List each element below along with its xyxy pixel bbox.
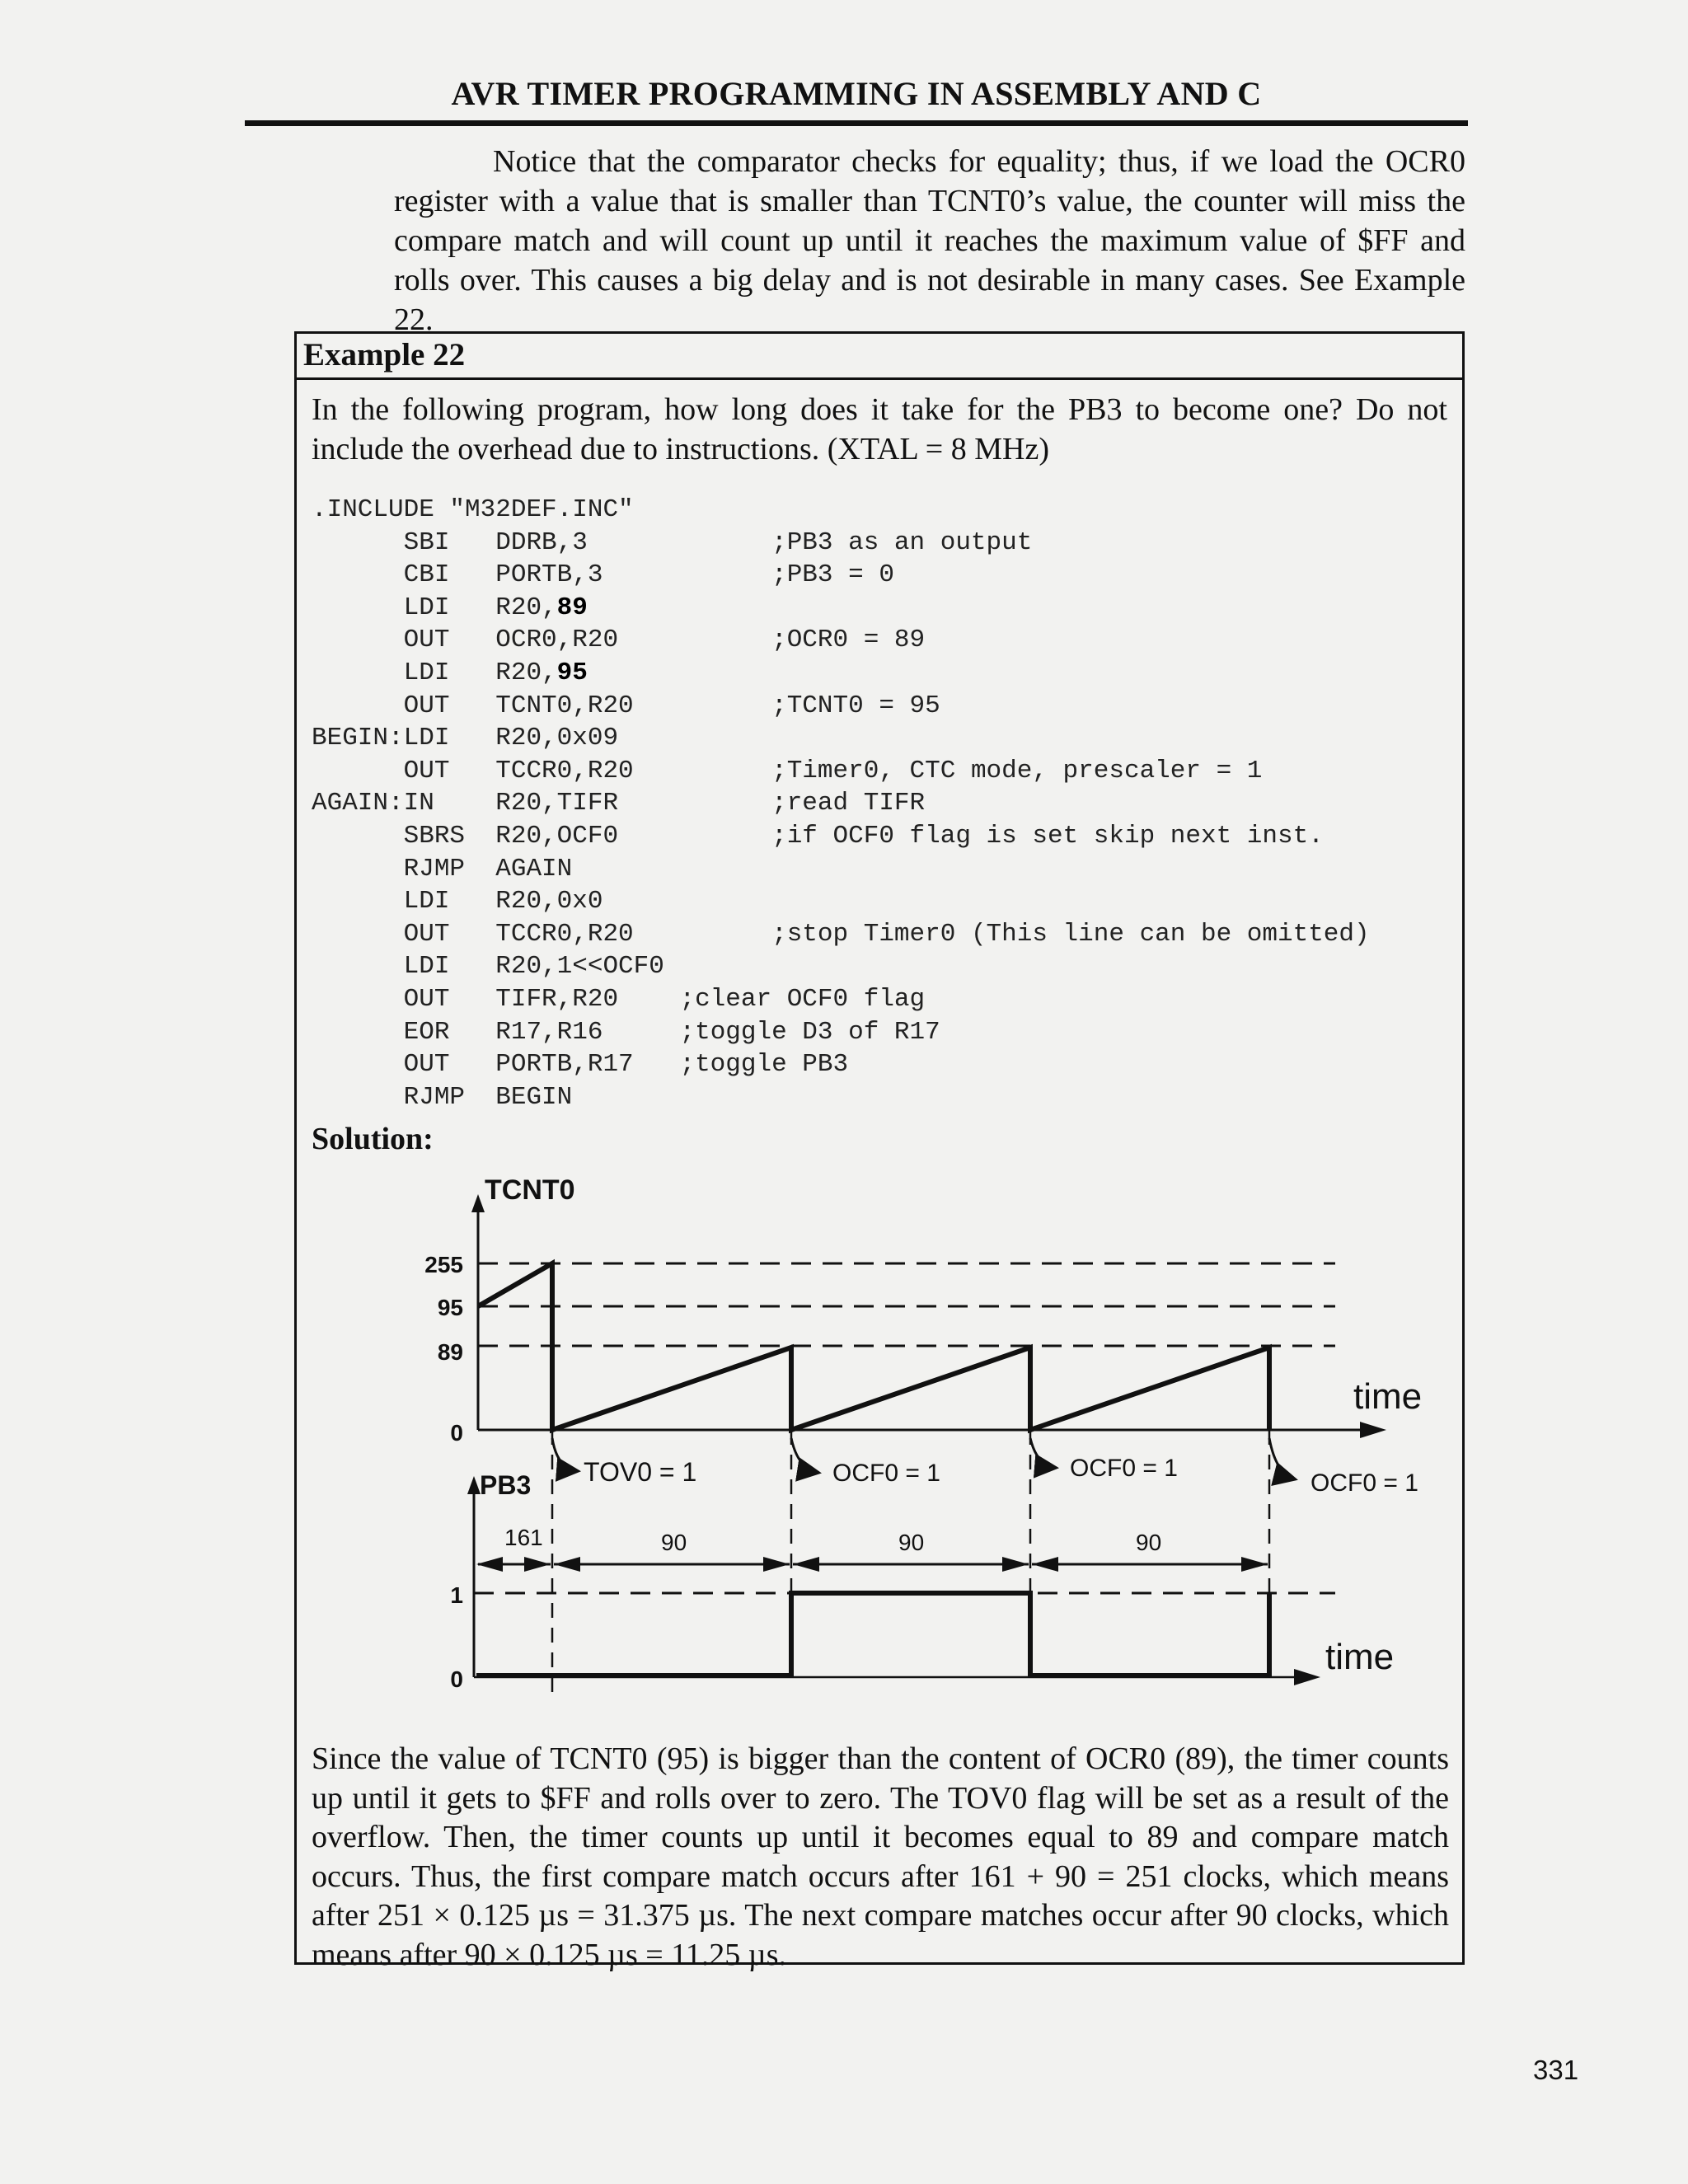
interval-arrow-1-left [476,1557,503,1572]
interval-label-1: 161 [504,1525,543,1550]
tcnt-tick-255: 255 [424,1252,463,1277]
code-line: OUT TIFR,R20 ;clear OCF0 flag [312,984,926,1014]
code-line: EOR R17,R16 ;toggle D3 of R17 [312,1017,940,1047]
code-line: SBRS R20,OCF0 ;if OCF0 flag is set skip next inst. [312,821,1324,851]
tcnt-tick-89: 89 [437,1339,463,1365]
pb3-y-arrow [467,1476,481,1494]
event-label-3: OCF0 = 1 [1070,1455,1178,1482]
code-line: LDI R20,0x0 [312,887,603,916]
page-number: 331 [1533,2055,1579,2085]
code-line: OUT PORTB,R17 ;toggle PB3 [312,1050,849,1080]
code-line: BEGIN:LDI R20,0x09 [312,724,619,753]
tcnt-tick-0: 0 [450,1420,463,1446]
intro-paragraph [394,142,1465,340]
running-header: AVR TIMER PROGRAMMING IN ASSEMBLY AND C [451,75,1262,112]
code-bold-value: 89 [556,593,588,622]
code-line: OUT TCNT0,R20 ;TCNT0 = 95 [312,691,940,720]
code-bold-value: 95 [556,658,588,687]
interval-label-4: 90 [1136,1530,1162,1555]
example-body [297,390,1462,1158]
interval-arrow-3-right [1002,1557,1029,1572]
code-line: RJMP BEGIN [312,1082,573,1112]
solution-label: Solution: [312,1122,434,1157]
code-line: LDI R20,1<<OCF0 [312,952,664,982]
event-label-1: TOV0 = 1 [584,1457,697,1487]
interval-arrow-1-right [524,1557,551,1572]
event-arrow-1 [552,1438,579,1471]
event-arrow-3 [1030,1438,1057,1468]
solution-answer: Since the value of TCNT0 (95) is bigger than the content of OCR0 (89), the timer counts up until it gets to $FF and rolls over to zero. The TOV0 flag will be set as a result of the overflow. Then, the timer counts up until it becomes equal to 89 and compare match occurs. Thus, the first compare match occurs after 161 + 90 = 251 clocks, which means after 251 × 0.125 µs = 31.375 µs. The next compare matches occur after 90 clocks, which means after 90 × 0.125 µs = 11.25 µs. [312,1741,1449,1972]
pb3-waveform [476,1593,1269,1675]
header-rule [245,120,1468,126]
pb3-time-label: time [1325,1637,1395,1677]
example-question: In the following program, how long does it take for the PB3 to become one? Do not include the overhead due to instructions. (XTAL = 8 MHz) [312,392,1447,466]
tcnt-tick-95: 95 [437,1295,463,1320]
timing-diagram-svg [346,1158,1500,1694]
event-arrow-4 [1269,1438,1296,1479]
code-line: RJMP AGAIN [312,854,573,883]
tcnt-x-arrow [1360,1422,1386,1438]
interval-label-2: 90 [661,1530,687,1555]
code-line: LDI R20,89 [312,593,588,622]
code-line: AGAIN:IN R20,TIFR ;read TIFR [312,789,926,818]
code-line: CBI PORTB,3 ;PB3 = 0 [312,560,894,590]
event-label-2: OCF0 = 1 [832,1460,940,1487]
interval-arrow-2-left [554,1557,580,1572]
timing-diagram [346,1158,1500,1694]
event-label-4: OCF0 = 1 [1311,1469,1418,1497]
pb3-tick-0: 0 [450,1666,463,1692]
tcnt-time-label: time [1353,1376,1423,1417]
pb3-tick-1: 1 [450,1582,463,1608]
code-line: OUT OCR0,R20 ;OCR0 = 89 [312,626,926,655]
code-line: LDI R20,95 [312,658,588,687]
intro-text: Notice that the comparator checks for equality; thus, if we load the OCR0 register with a value that is smaller than TCNT0’s value, the counter will miss the compare match and will count up until it reaches the maximum value of $FF and rolls over. This causes a big delay and is not desirable in many cases. See Example 22. [394,144,1465,337]
interval-arrow-3-left [793,1557,819,1572]
pb3-x-arrow [1294,1669,1320,1685]
code-line: .INCLUDE "M32DEF.INC" [312,495,634,524]
tcnt-y-arrow [471,1194,485,1212]
example-box [294,331,1465,1972]
pb3-axis-label: PB3 [480,1470,532,1500]
interval-arrow-2-right [763,1557,790,1572]
example-title: Example 22 [297,334,1462,380]
code-line: SBI DDRB,3 ;PB3 as an output [312,527,1033,557]
tcnt-axis-label: TCNT0 [485,1174,575,1206]
assembly-code-listing [312,494,1447,1113]
interval-label-3: 90 [898,1530,925,1555]
interval-arrow-4-right [1241,1557,1268,1572]
code-line: OUT TCCR0,R20 ;Timer0, CTC mode, prescaler = 1 [312,756,1263,785]
event-arrow-2 [791,1438,819,1473]
interval-arrow-4-left [1032,1557,1058,1572]
code-line: OUT TCCR0,R20 ;stop Timer0 (This line can be omitted) [312,919,1370,949]
